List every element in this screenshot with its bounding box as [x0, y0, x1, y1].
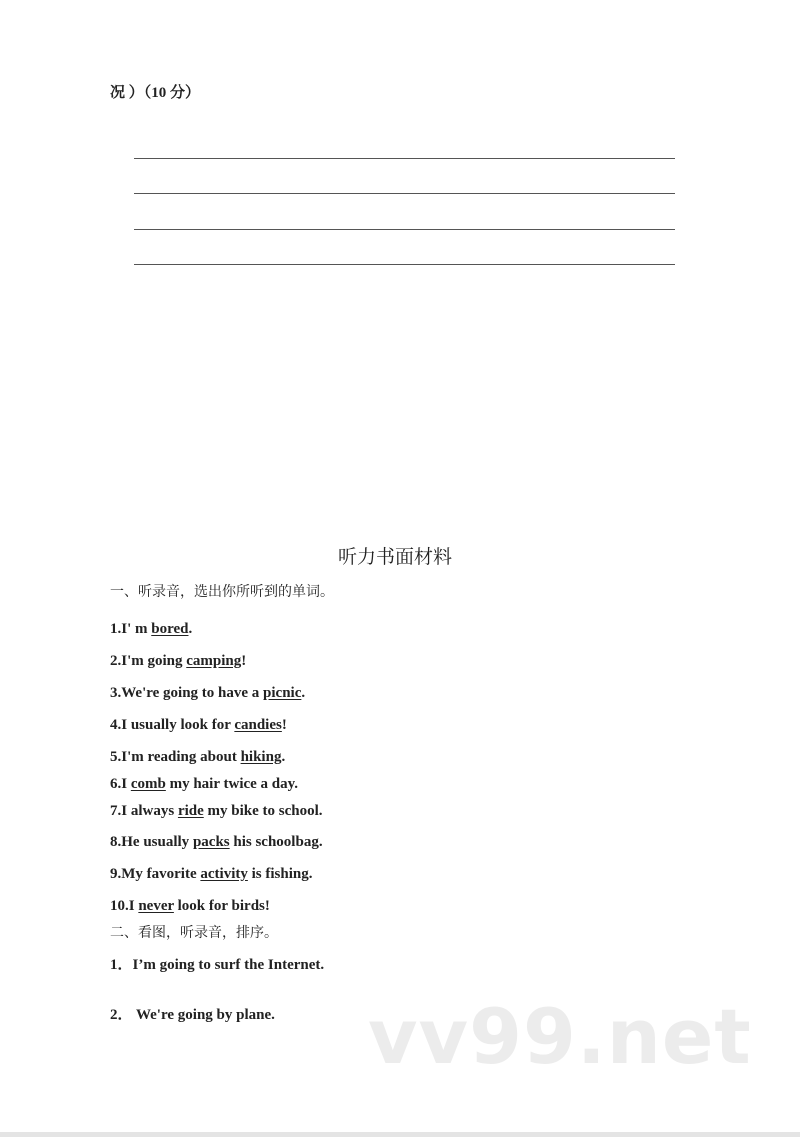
sentence-text: my hair twice a day. — [165, 776, 299, 792]
underlined-word: ride — [177, 803, 204, 819]
sentence-text: is fishing. — [247, 866, 313, 882]
listening-item — [110, 802, 323, 820]
answer-line — [134, 193, 675, 194]
sentence-text: 7.I always — [110, 803, 178, 819]
section1-heading: 一、听录音，选出你所听到的单词。 — [110, 584, 334, 600]
sentence-text: 2.I'm going — [110, 653, 187, 669]
sentence-text: 5.I'm reading about — [110, 749, 241, 765]
underlined-word: hiking — [240, 749, 282, 765]
sentence-text: ! — [281, 717, 287, 733]
section2-item: 1．I’m going to surf the Internet. — [110, 957, 325, 973]
listening-item — [110, 865, 312, 883]
underlined-word: packs — [192, 834, 230, 850]
underlined-word: activity — [200, 866, 248, 882]
answer-line — [134, 229, 675, 230]
sentence-text: . — [301, 685, 306, 701]
sentence-text: 8.He usually — [110, 834, 193, 850]
sentence-text: 9.My favorite — [110, 866, 201, 882]
sentence-text: look for birds! — [173, 898, 270, 914]
listening-item — [110, 748, 285, 766]
answer-line — [134, 264, 675, 265]
sentence-text: 4.I usually look for — [110, 717, 235, 733]
watermark: vv99.net — [368, 992, 752, 1081]
sentence-text: . — [188, 621, 193, 637]
listening-item — [110, 684, 305, 702]
sentence-text: his schoolbag. — [229, 834, 323, 850]
sentence-text: 10.I — [110, 898, 139, 914]
listening-item — [110, 716, 287, 734]
section2-item: 2． We're going by plane. — [110, 1007, 275, 1023]
underlined-word: candies — [234, 717, 282, 733]
question-header: 况 ）（10 分） — [110, 85, 201, 101]
listening-item — [110, 620, 192, 638]
underlined-word: camping — [186, 653, 242, 669]
listening-item — [110, 833, 323, 851]
listening-item — [110, 897, 270, 915]
page-title: 听力书面材料 — [337, 546, 452, 568]
section2-heading: 二、看图，听录音，排序。 — [110, 925, 278, 941]
page-bottom-edge — [0, 1132, 800, 1137]
underlined-word: picnic — [263, 685, 302, 701]
sentence-text: 3.We're going to have a — [110, 685, 264, 701]
listening-item — [110, 775, 298, 793]
sentence-text: 6.I — [110, 776, 131, 792]
sentence-text: ! — [241, 653, 247, 669]
sentence-text: my bike to school. — [203, 803, 323, 819]
sentence-text: . — [281, 749, 286, 765]
underlined-word: bored — [151, 621, 189, 637]
answer-line — [134, 158, 675, 159]
listening-item — [110, 652, 246, 670]
sentence-text: 1.I' m — [110, 621, 152, 637]
underlined-word: comb — [130, 776, 166, 792]
underlined-word: never — [138, 898, 174, 914]
